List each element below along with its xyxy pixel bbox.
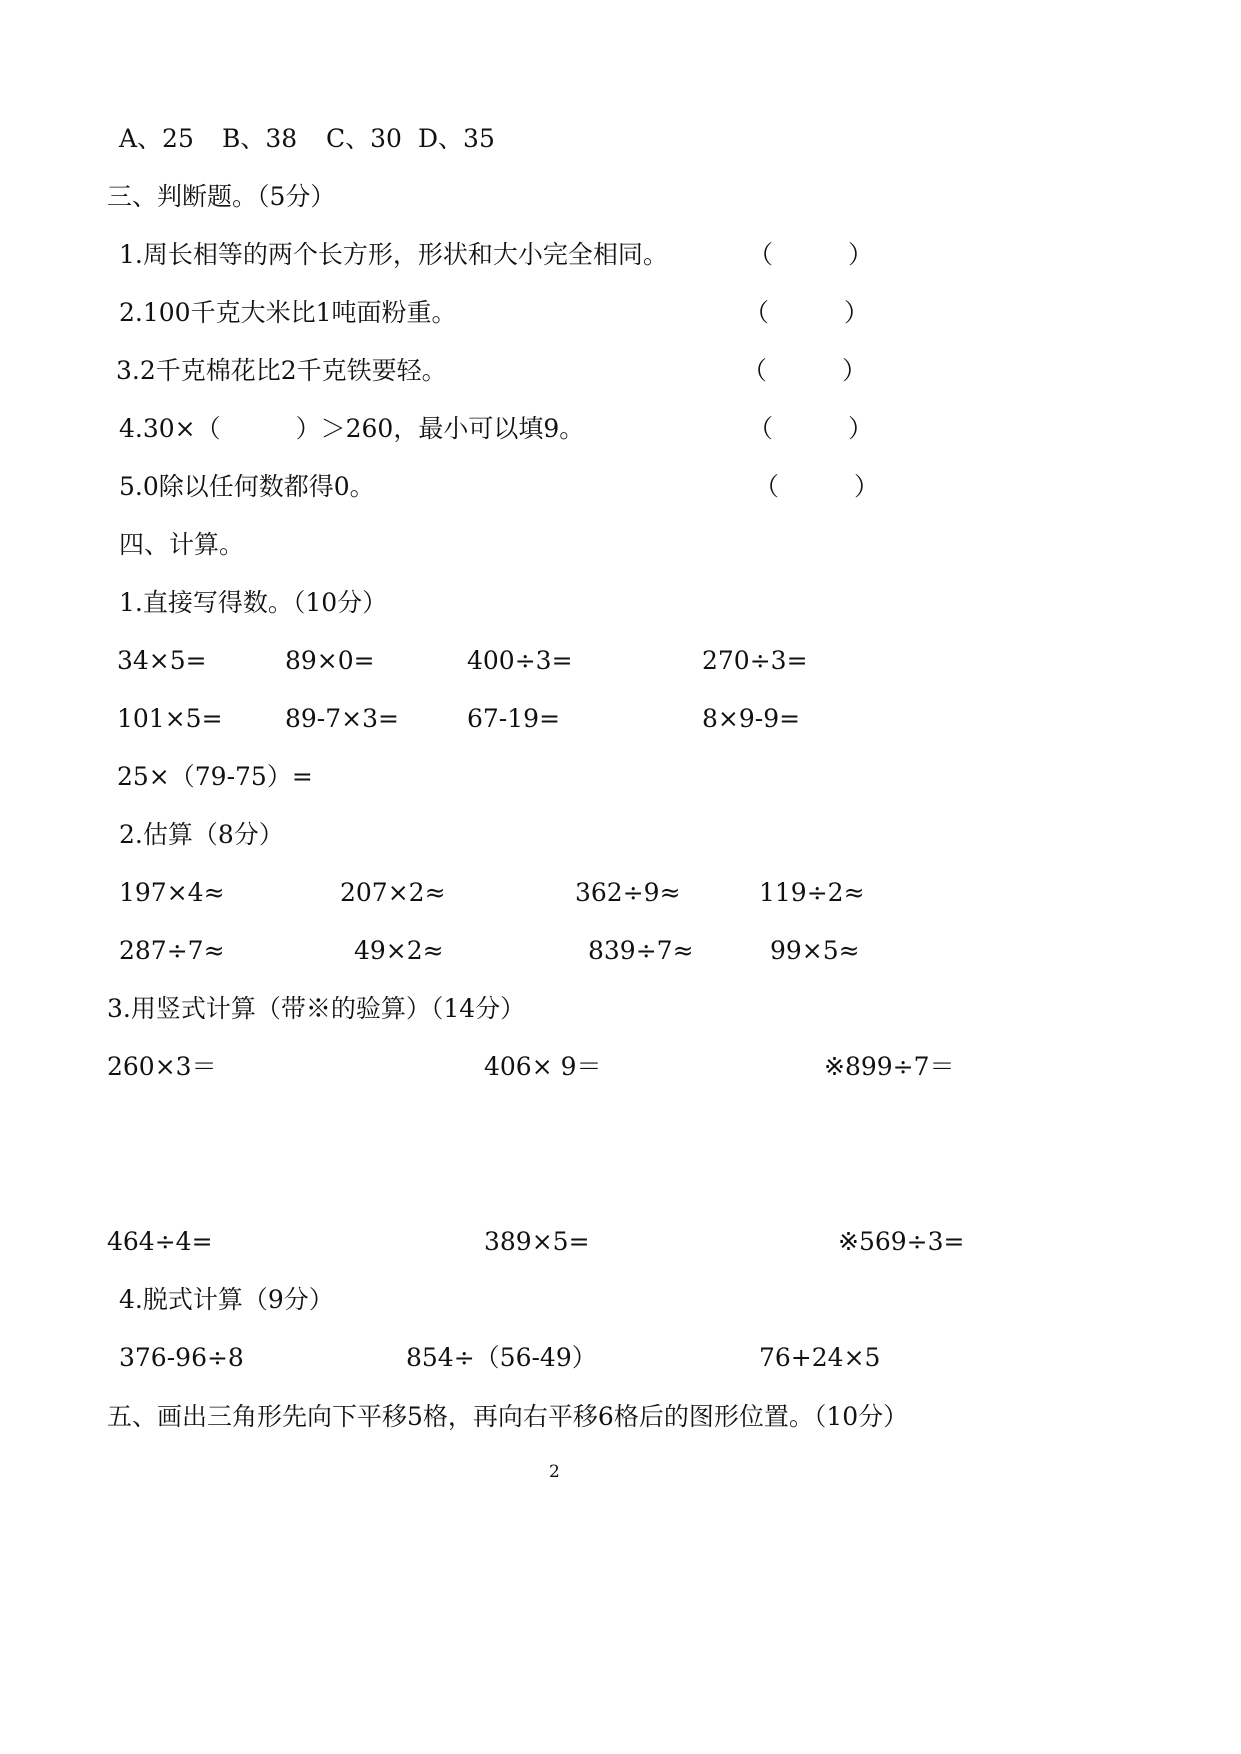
judge-blank-2[interactable]: （ ） <box>744 298 870 327</box>
direct-calc-item: 8×9-9= <box>702 704 801 733</box>
stepwise-calc-item: 376-96÷8 <box>119 1343 244 1372</box>
section4-title: 四、计算。 <box>119 530 245 559</box>
judge-item-3: 3.2千克棉花比2千克铁要轻。 <box>116 356 447 385</box>
direct-calc-item: 34×5= <box>117 646 207 675</box>
estimate-item: 119÷2≈ <box>759 878 865 907</box>
estimate-item: 287÷7≈ <box>119 936 225 965</box>
vertical-calc-item: 464÷4= <box>107 1227 213 1256</box>
direct-calc-item: 400÷3= <box>467 646 573 675</box>
estimate-item: 49×2≈ <box>354 936 444 965</box>
vertical-calc-item: 406× 9＝ <box>484 1052 602 1081</box>
vertical-calc-item: 260×3＝ <box>107 1052 217 1081</box>
judge-blank-3[interactable]: （ ） <box>742 356 868 385</box>
part3-title: 3.用竖式计算（带※的验算）（14分） <box>107 994 526 1023</box>
part1-title: 1.直接写得数。（10分） <box>119 588 388 617</box>
vertical-calc-item: ※569÷3= <box>838 1227 965 1256</box>
option-b: B、38 <box>222 124 298 153</box>
estimate-item: 839÷7≈ <box>588 936 694 965</box>
vertical-calc-item: 389×5= <box>484 1227 590 1256</box>
direct-calc-item: 67-19= <box>467 704 561 733</box>
judge-blank-4[interactable]: （ ） <box>748 414 874 443</box>
judge-item-4: 4.30×（ ）＞260，最小可以填9。 <box>119 414 585 443</box>
direct-calc-item: 89-7×3= <box>285 704 399 733</box>
judge-blank-5[interactable]: （ ） <box>754 472 880 501</box>
direct-calc-item: 101×5= <box>117 704 223 733</box>
judge-blank-1[interactable]: （ ） <box>748 240 874 269</box>
stepwise-calc-item: 854÷（56-49） <box>406 1343 597 1372</box>
estimate-item: 362÷9≈ <box>575 878 681 907</box>
stepwise-calc-item: 76+24×5 <box>759 1343 881 1372</box>
option-a: A、25 <box>119 124 194 153</box>
estimate-item: 207×2≈ <box>340 878 446 907</box>
estimate-item: 197×4≈ <box>119 878 225 907</box>
direct-calc-item: 89×0= <box>285 646 375 675</box>
section3-title: 三、判断题。（5分） <box>107 182 336 211</box>
option-c: C、30 <box>326 124 402 153</box>
judge-item-5: 5.0除以任何数都得0。 <box>119 472 375 501</box>
section5-title: 五、画出三角形先向下平移5格，再向右平移6格后的图形位置。（10分） <box>107 1402 909 1431</box>
judge-item-1: 1.周长相等的两个长方形，形状和大小完全相同。 <box>119 240 668 269</box>
page-number: 2 <box>549 1462 560 1482</box>
vertical-calc-item: ※899÷7＝ <box>824 1052 955 1081</box>
judge-item-2: 2.100千克大米比1吨面粉重。 <box>119 298 457 327</box>
part4-title: 4.脱式计算（9分） <box>119 1285 334 1314</box>
direct-calc-item: 270÷3= <box>702 646 808 675</box>
direct-calc-item: 25×（79-75）= <box>117 762 313 791</box>
option-d: D、35 <box>418 124 495 153</box>
part2-title: 2.估算（8分） <box>119 820 284 849</box>
estimate-item: 99×5≈ <box>770 936 860 965</box>
